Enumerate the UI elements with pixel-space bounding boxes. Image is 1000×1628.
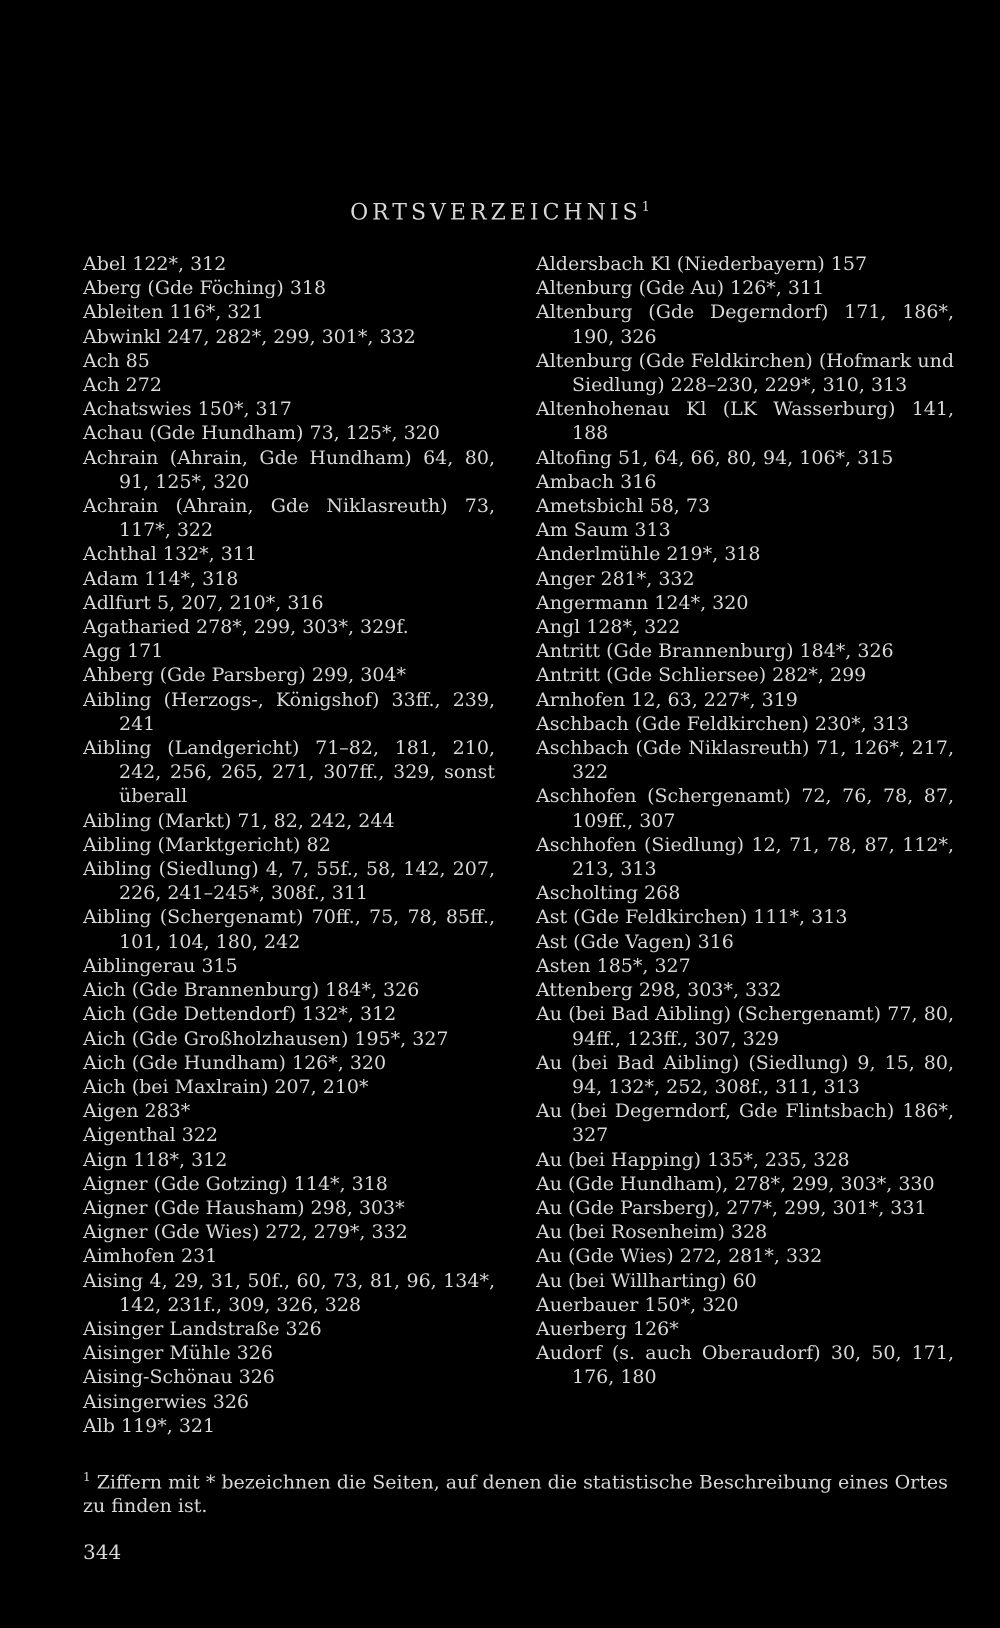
index-entry: Aising-Schönau 326 bbox=[83, 1366, 275, 1389]
index-entry: Au (Gde Hundham), 278*, 299, 303*, 330 bbox=[536, 1172, 935, 1195]
index-entry: Ach 85 bbox=[83, 349, 150, 372]
index-entry: Alb 119*, 321 bbox=[83, 1414, 216, 1437]
index-entry: Abel 122*, 312 bbox=[83, 253, 227, 275]
index-entry: Aich (Gde Hundham) 126*, 320 bbox=[83, 1051, 387, 1074]
index-entry: Achthal 132*, 311 bbox=[83, 543, 258, 566]
index-entry: Au (Gde Wies) 272, 281*, 332 bbox=[536, 1245, 823, 1268]
index-entry: Aisinger Landstraße 326 bbox=[83, 1317, 322, 1340]
index-entry: Ast (Gde Feldkirchen) 111*, 313 bbox=[536, 906, 848, 929]
index-entry: Attenberg 298, 303*, 332 bbox=[536, 979, 782, 1002]
index-entry: Altofing 51, 64, 66, 80, 94, 106*, 315 bbox=[536, 446, 894, 469]
index-entry: Aigenthal 322 bbox=[83, 1124, 219, 1147]
index-entry: Angl 128*, 322 bbox=[536, 616, 681, 639]
index-entry: Aibling (Landgericht) 71–82, 181, 210, 242, 256, 265, 271, 307ff., 329, sonst überall bbox=[83, 737, 495, 808]
index-entry: Aibling (Herzogs-, Königshof) 33ff., 239, 241 bbox=[83, 688, 495, 735]
footnote-mark: 1 bbox=[83, 1470, 91, 1484]
index-column-left bbox=[83, 252, 495, 1438]
index-entry: Aigen 283* bbox=[83, 1100, 191, 1123]
index-entry: Antritt (Gde Schliersee) 282*, 299 bbox=[536, 664, 867, 687]
index-entry: Audorf (s. auch Oberaudorf) 30, 50, 171, 176, 180 bbox=[536, 1342, 954, 1389]
index-entry: Aigner (Gde Wies) 272, 279*, 332 bbox=[83, 1221, 408, 1244]
index-entry: Aschhofen (Schergenamt) 72, 76, 78, 87, 109ff., 307 bbox=[536, 785, 954, 832]
index-entry: Au (bei Willharting) 60 bbox=[536, 1269, 757, 1292]
index-entry: Altenhohenau Kl (LK Wasserburg) 141, 188 bbox=[536, 398, 954, 445]
index-entry: Aibling (Siedlung) 4, 7, 55f., 58, 142, 207, 226, 241–245*, 308f., 311 bbox=[83, 858, 495, 905]
index-entry: Auerberg 126* bbox=[536, 1317, 679, 1340]
index-entry: Anger 281*, 332 bbox=[536, 567, 695, 590]
index-entry: Auerbauer 150*, 320 bbox=[536, 1293, 739, 1316]
index-entry: Au (Gde Parsberg), 277*, 299, 301*, 331 bbox=[536, 1196, 927, 1219]
index-entry: Au (bei Happing) 135*, 235, 328 bbox=[536, 1148, 850, 1171]
index-entry: Aising 4, 29, 31, 50f., 60, 73, 81, 96, 134*, 142, 231f., 309, 326, 328 bbox=[83, 1269, 495, 1316]
index-entry: Aisingerwies 326 bbox=[83, 1390, 249, 1413]
index-entry: Achau (Gde Hundham) 73, 125*, 320 bbox=[83, 422, 440, 445]
index-entry: Au (bei Rosenheim) 328 bbox=[536, 1221, 768, 1244]
index-entry: Agatharied 278*, 299, 303*, 329f. bbox=[83, 616, 409, 639]
index-entry: Aign 118*, 312 bbox=[83, 1148, 228, 1171]
index-column-right bbox=[536, 252, 954, 1390]
index-entry: Adlfurt 5, 207, 210*, 316 bbox=[83, 591, 324, 614]
index-entry: Aschbach (Gde Feldkirchen) 230*, 313 bbox=[536, 712, 910, 735]
title-footnote-mark: 1 bbox=[641, 200, 650, 215]
index-entry: Altenburg (Gde Au) 126*, 311 bbox=[536, 277, 825, 300]
index-entry: Asten 185*, 327 bbox=[536, 954, 691, 977]
index-entry: Aich (bei Maxlrain) 207, 210* bbox=[83, 1075, 369, 1098]
index-entry: Ableiten 116*, 321 bbox=[83, 301, 264, 324]
index-entry: Altenburg (Gde Feldkirchen) (Hofmark und Siedlung) 228–230, 229*, 310, 313 bbox=[536, 349, 954, 397]
footnote bbox=[83, 1465, 948, 1518]
index-entry: Au (bei Bad Aibling) (Schergenamt) 77, 80, 94ff., 123ff., 307, 329 bbox=[536, 1003, 954, 1050]
index-entry: Ach 272 bbox=[83, 374, 162, 397]
index-entry: Ametsbichl 58, 73 bbox=[536, 495, 711, 518]
index-entry: Abwinkl 247, 282*, 299, 301*, 332 bbox=[83, 325, 416, 348]
index-entry: Antritt (Gde Brannenburg) 184*, 326 bbox=[536, 640, 894, 663]
index-entry: Am Saum 313 bbox=[536, 519, 671, 542]
page-number: 344 bbox=[83, 1540, 122, 1564]
index-entry: Aschbach (Gde Niklasreuth) 71, 126*, 217, 322 bbox=[536, 737, 954, 784]
index-entry: Achatswies 150*, 317 bbox=[83, 398, 292, 421]
index-entry: Aich (Gde Brannenburg) 184*, 326 bbox=[83, 979, 420, 1002]
index-entry: Aibling (Markt) 71, 82, 242, 244 bbox=[83, 809, 395, 832]
index-entry: Aberg (Gde Föching) 318 bbox=[83, 277, 327, 300]
page-title bbox=[0, 200, 1000, 225]
index-entry: Aigner (Gde Gotzing) 114*, 318 bbox=[83, 1172, 388, 1195]
index-entry: Aigner (Gde Hausham) 298, 303* bbox=[83, 1196, 405, 1219]
index-entry: Achrain (Ahrain, Gde Niklasreuth) 73, 117*, 322 bbox=[83, 495, 495, 542]
index-entry: Aiblingerau 315 bbox=[83, 954, 238, 977]
index-entry: Au (bei Bad Aibling) (Siedlung) 9, 15, 80, 94, 132*, 252, 308f., 311, 313 bbox=[536, 1051, 954, 1098]
index-entry: Ast (Gde Vagen) 316 bbox=[536, 930, 734, 953]
index-entry: Agg 171 bbox=[83, 640, 164, 663]
index-entry: Adam 114*, 318 bbox=[83, 567, 239, 590]
index-entry: Aisinger Mühle 326 bbox=[83, 1342, 273, 1365]
index-entry: Angermann 124*, 320 bbox=[536, 591, 749, 614]
index-entry: Altenburg (Gde Degerndorf) 171, 186*, 190, 326 bbox=[536, 301, 954, 348]
index-entry: Au (bei Degerndorf, Gde Flintsbach) 186*, 327 bbox=[536, 1100, 954, 1147]
footnote-text: Ziffern mit * bezeichnen die Seiten, auf denen die statistische Beschreibung eines Ortes zu finden ist. bbox=[83, 1471, 948, 1518]
index-entry: Aldersbach Kl (Niederbayern) 157 bbox=[536, 253, 868, 275]
index-entry: Aschhofen (Siedlung) 12, 71, 78, 87, 112*, 213, 313 bbox=[536, 833, 954, 881]
index-entry: Achrain (Ahrain, Gde Hundham) 64, 80, 91, 125*, 320 bbox=[83, 446, 495, 493]
index-entry: Aibling (Marktgericht) 82 bbox=[83, 833, 331, 856]
index-entry: Arnhofen 12, 63, 227*, 319 bbox=[536, 688, 798, 711]
index-entry: Aimhofen 231 bbox=[83, 1245, 218, 1268]
index-entry: Ahberg (Gde Parsberg) 299, 304* bbox=[83, 664, 406, 687]
index-entry: Aibling (Schergenamt) 70ff., 75, 78, 85ff., 101, 104, 180, 242 bbox=[83, 906, 495, 953]
index-entry: Ambach 316 bbox=[536, 470, 657, 493]
index-entry: Ascholting 268 bbox=[536, 882, 681, 905]
page-title-text: ORTSVERZEICHNIS bbox=[350, 200, 642, 226]
index-entry: Anderlmühle 219*, 318 bbox=[536, 543, 761, 566]
index-entry: Aich (Gde Großholzhausen) 195*, 327 bbox=[83, 1027, 449, 1050]
index-entry: Aich (Gde Dettendorf) 132*, 312 bbox=[83, 1003, 397, 1026]
